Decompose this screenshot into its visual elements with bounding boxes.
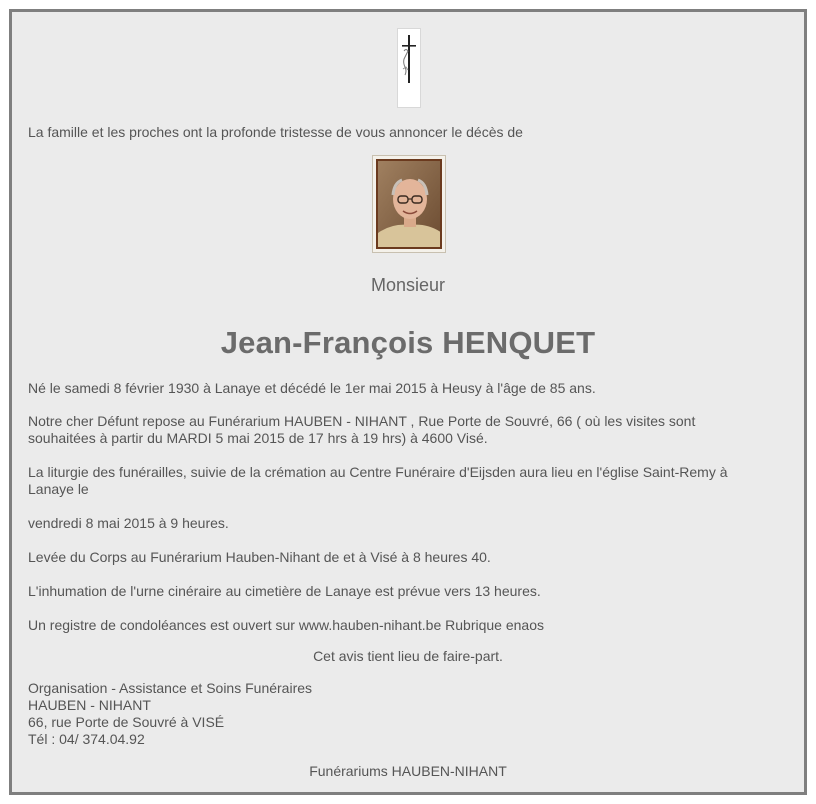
liturgy-line: La liturgie des funérailles, suivie de la crémation au Centre Funéraire d'Eijsden aura lieu en l'église Saint-Remy à: [28, 464, 728, 480]
organisation-block: [28, 680, 788, 748]
cross-icon: [397, 28, 421, 108]
organisation-line: Organisation - Assistance et Soins Funéraires: [28, 680, 313, 696]
rest-line: Notre cher Défunt repose au Funérarium HAUBEN - NIHANT , Rue Porte de Souvré, 66 ( où les visites sont: [28, 413, 696, 429]
liturgy-line: Lanaye le: [28, 481, 89, 497]
organisation-name: HAUBEN - NIHANT: [28, 697, 151, 713]
obituary-notice: [9, 9, 807, 795]
levee-text: Levée du Corps au Funérarium Hauben-Nihant de et à Visé à 8 heures 40.: [28, 549, 491, 565]
intro-text: La famille et les proches ont la profonde tristesse de vous annoncer le décès de: [28, 124, 523, 140]
deceased-name: Jean-François HENQUET: [220, 325, 596, 360]
organisation-address: 66, rue Porte de Souvré à VISÉ: [28, 714, 225, 730]
rest-line: souhaitées à partir du MARDI 5 mai 2015 de 17 hrs à 19 hrs) à 4600 Visé.: [28, 430, 488, 446]
liturgy-text: [28, 464, 788, 498]
registry-text: Un registre de condoléances est ouvert sur www.hauben-nihant.be Rubrique enaos: [28, 617, 544, 633]
organisation-phone: Tél : 04/ 374.04.92: [28, 731, 145, 747]
birth-death-text: Né le samedi 8 février 1930 à Lanaye et décédé le 1er mai 2015 à Heusy à l'âge de 85 ans.: [28, 380, 596, 396]
inhumation-text: L'inhumation de l'urne cinéraire au cimetière de Lanaye est prévue vers 13 heures.: [28, 583, 541, 599]
portrait-photo: [372, 155, 446, 253]
rest-text: [28, 413, 788, 447]
footer-signature: Funérariums HAUBEN-NIHANT: [309, 763, 507, 779]
honorific: Monsieur: [370, 275, 446, 295]
faire-part-text: Cet avis tient lieu de faire-part.: [313, 648, 503, 664]
ceremony-date: vendredi 8 mai 2015 à 9 heures.: [28, 515, 229, 531]
